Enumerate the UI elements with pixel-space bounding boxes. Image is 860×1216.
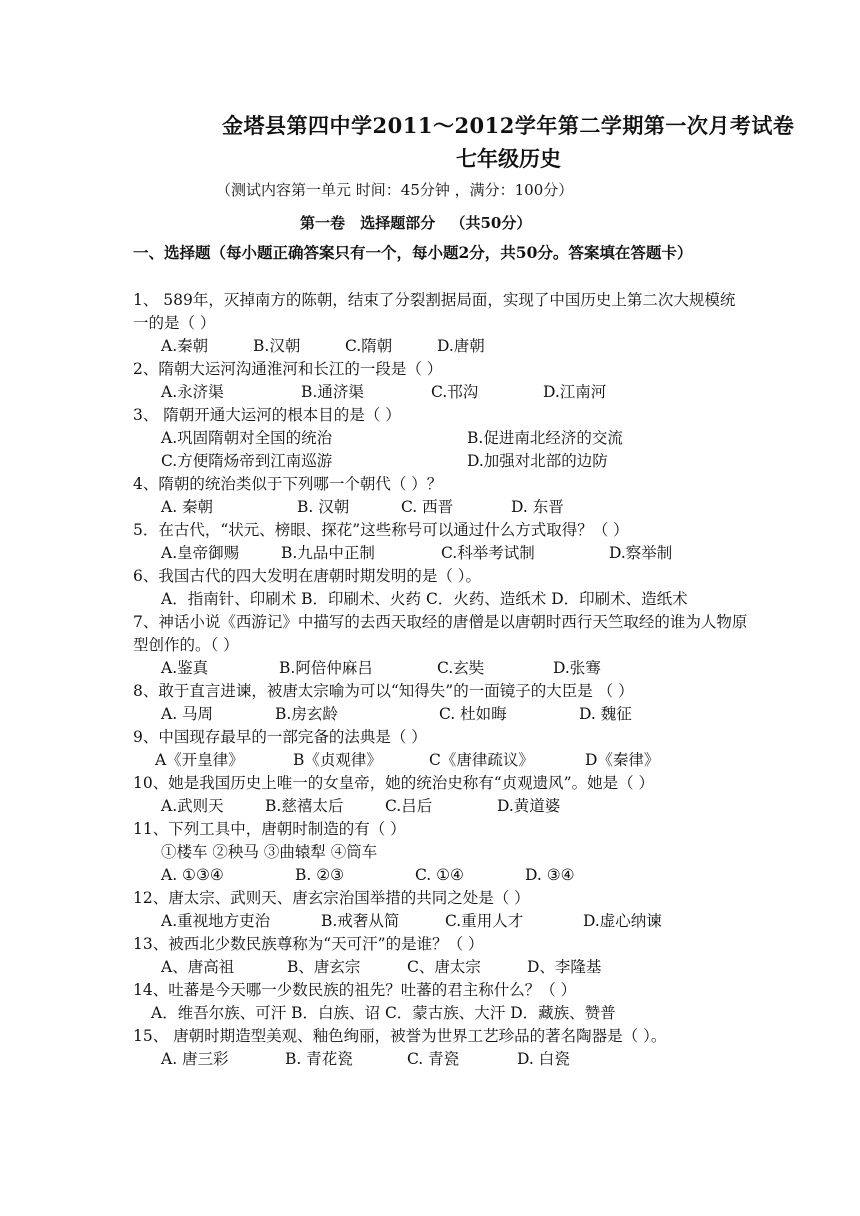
option: D. 东晋 (511, 498, 564, 516)
question-options (133, 749, 748, 772)
question-list (133, 289, 748, 1071)
option: B.房玄龄 (275, 705, 338, 723)
option: C.吕后 (385, 797, 433, 815)
option: B、唐玄宗 (287, 958, 361, 976)
question-stem: 4、隋朝的统治类似于下列哪一个朝代（ ）？ (133, 475, 443, 493)
option: C.玄奘 (437, 659, 485, 677)
question (133, 979, 748, 1025)
question-options (133, 496, 748, 519)
option: C. ①④ (415, 866, 464, 884)
question-stem: 14、吐蕃是今天哪一少数民族的祖先？吐蕃的君主称什么？（ ） (133, 981, 577, 999)
option: A、唐高祖 (161, 958, 235, 976)
option: D.江南河 (543, 383, 607, 401)
question-options: A．指南针、印刷术 B．印刷术、火药 C．火药、造纸术 D．印刷术、造纸术 (161, 590, 688, 608)
option: D《秦律》 (585, 751, 660, 769)
question-stem: 13、被西北少数民族尊称为“天可汗”的是谁？（ ） (133, 935, 484, 953)
question-stem: 8、敢于直言进谏，被唐太宗喻为可以“知得失”的一面镜子的大臣是 （ ） (133, 682, 634, 700)
option: A.鉴真 (161, 659, 209, 677)
question (133, 289, 748, 358)
option: B.阿倍仲麻吕 (279, 659, 373, 677)
option: C. 青瓷 (407, 1050, 460, 1068)
option: A.武则天 (161, 797, 224, 815)
question-options (133, 542, 748, 565)
option: B.慈禧太后 (265, 797, 344, 815)
question (133, 519, 748, 565)
option: A. 唐三彩 (161, 1050, 229, 1068)
question-options (133, 795, 748, 818)
question-options (133, 450, 748, 473)
option: D.加强对北部的边防 (467, 452, 608, 470)
option: D.黄道婆 (497, 797, 561, 815)
question-stem: 7、神话小说《西游记》中描写的去西天取经的唐僧是以唐朝时西行天竺取经的谁为人物原型创作的。（ ） (133, 613, 748, 654)
option: A.巩固隋朝对全国的统治 (161, 429, 333, 447)
question-stem: 10、她是我国历史上唯一的女皇帝，她的统治史称有“贞观遗风”。她是（ ） (133, 774, 655, 792)
question (133, 404, 748, 473)
question (133, 358, 748, 404)
option: D. 白瓷 (517, 1050, 570, 1068)
option: D. ③④ (525, 866, 575, 884)
question-options (133, 956, 748, 979)
option: C、唐太宗 (407, 958, 481, 976)
question-options (133, 841, 748, 864)
option: D.虚心纳谏 (583, 912, 662, 930)
option: ①楼车 ②秧马 ③曲辕犁 ④筒车 (161, 843, 378, 861)
question-options: A．维吾尔族、可汗 B．白族、诏 C．蒙古族、大汗 D．藏族、赞普 (151, 1004, 616, 1022)
option: A. ①③④ (161, 866, 224, 884)
question-options (133, 1048, 748, 1071)
option: C.方便隋炀帝到江南巡游 (161, 452, 333, 470)
question-options (133, 381, 748, 404)
option: B.汉朝 (253, 337, 301, 355)
question (133, 933, 748, 979)
question-stem: 15、 唐朝时期造型美观、釉色绚丽，被誉为世界工艺珍品的著名陶器是（ ）。 (133, 1027, 667, 1045)
option: D. 魏征 (579, 705, 632, 723)
option: C. 西晋 (401, 498, 454, 516)
question-stem: 3、 隋朝开通大运河的根本目的是（ ） (133, 406, 401, 424)
question (133, 680, 748, 726)
option: B《贞观律》 (293, 751, 382, 769)
question (133, 565, 748, 611)
question-stem: 9、中国现存最早的一部完备的法典是（ ） (133, 728, 427, 746)
option: A.永济渠 (161, 383, 224, 401)
question-options (133, 335, 748, 358)
question-stem: 2、隋朝大运河沟通淮河和长江的一段是（ ） (133, 360, 443, 378)
question (133, 772, 748, 818)
question (133, 1025, 748, 1071)
option: A《开皇律》 (155, 751, 244, 769)
question-stem: 11、下列工具中，唐朝时制造的有（ ） (133, 820, 406, 838)
option: C. 杜如晦 (439, 705, 507, 723)
option: A. 秦朝 (161, 498, 214, 516)
option: D.唐朝 (437, 337, 485, 355)
option: D.张骞 (553, 659, 601, 677)
option: B. 汉朝 (297, 498, 350, 516)
option: A. 马周 (161, 705, 214, 723)
question-options (133, 864, 748, 887)
question (133, 818, 748, 887)
option: D、李隆基 (527, 958, 602, 976)
question (133, 473, 748, 519)
option: A.皇帝御赐 (161, 544, 240, 562)
question-stem: 5．在古代，“状元、榜眼、探花”这些称号可以通过什么方式取得？（ ） (133, 521, 629, 539)
question-stem: 1、 589年，灭掉南方的陈朝，结束了分裂割据局面，实现了中国历史上第二次大规模统一的是（ ） (133, 291, 736, 332)
option: B. 青花瓷 (285, 1050, 353, 1068)
question (133, 887, 748, 933)
section-heading: 一、选择题（每小题正确答案只有一个，每小题2分，共50分。答案填在答题卡） (133, 243, 693, 262)
option: A.重视地方吏治 (161, 912, 271, 930)
option: C.隋朝 (345, 337, 393, 355)
option: B.九品中正制 (281, 544, 375, 562)
option: C《唐律疏议》 (429, 751, 534, 769)
exam-title: 金塔县第四中学2011～2012学年第二学期第一次月考试卷 (222, 113, 795, 138)
option: C.科举考试制 (441, 544, 535, 562)
option: B. ②③ (295, 866, 345, 884)
question (133, 726, 748, 772)
question-stem: 6、我国古代的四大发明在唐朝时期发明的是（ ）。 (133, 567, 482, 585)
option: B.通济渠 (301, 383, 364, 401)
part-heading: 第一卷 选择题部分 （共50分） (300, 214, 532, 232)
question-options (133, 427, 748, 450)
option: B.戒奢从简 (321, 912, 400, 930)
exam-subtitle: 七年级历史 (456, 146, 561, 171)
question-options (133, 703, 748, 726)
question (133, 611, 748, 680)
option: A.秦朝 (161, 337, 209, 355)
option: C.邗沟 (431, 383, 479, 401)
option: C.重用人才 (445, 912, 524, 930)
option: D.察举制 (609, 544, 673, 562)
option: B.促进南北经济的交流 (467, 429, 623, 447)
question-options (133, 910, 748, 933)
exam-info: （测试内容第一单元 时间：45分钟 ，满分：100分） (216, 181, 574, 199)
question-options (133, 657, 748, 680)
question-stem: 12、唐太宗、武则天、唐玄宗治国举措的共同之处是（ ） (133, 889, 530, 907)
